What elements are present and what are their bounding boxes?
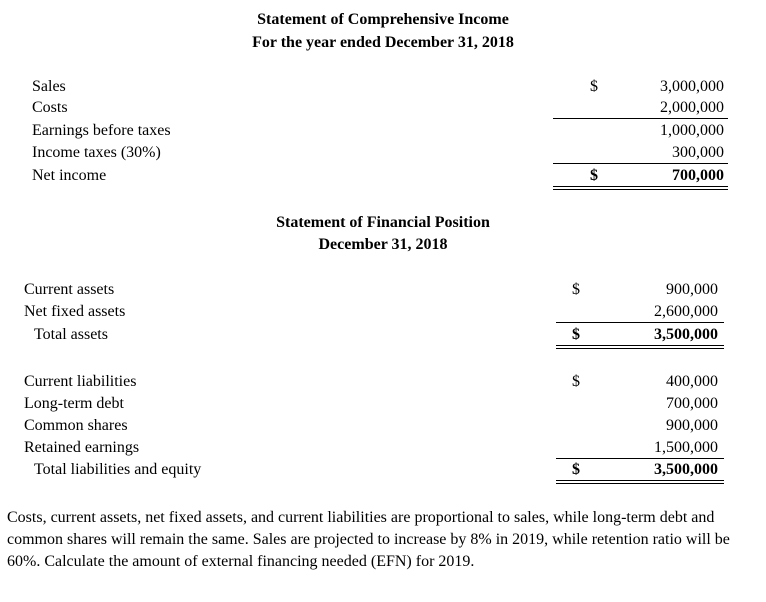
total-liabilities-equity-label: Total liabilities and equity <box>34 461 202 478</box>
total-assets-label: Total assets <box>34 326 108 343</box>
sales-value: 3,000,000 <box>660 78 724 95</box>
current-liabilities-currency: $ <box>572 373 580 390</box>
net-fixed-assets-label: Net fixed assets <box>24 303 126 320</box>
net-income-currency: $ <box>590 167 598 184</box>
total-liabilities-equity-double-underline <box>556 480 724 484</box>
sales-currency: $ <box>590 78 598 95</box>
retained-earnings-label: Retained earnings <box>24 439 140 456</box>
income-taxes-underline <box>553 163 728 164</box>
long-term-debt-value: 700,000 <box>666 395 718 412</box>
current-liabilities-label: Current liabilities <box>24 373 137 390</box>
net-income-label: Net income <box>32 167 107 184</box>
total-liabilities-equity-currency: $ <box>572 461 580 478</box>
question-text: Costs, current assets, net fixed assets, and current liabilities are proportional to sales, while long-term debt and common shares will remain the same. Sales are projected to increase by 8% in 2019, while retention ratio will be 60%. Calculate the amount of external financing needed (EFN) for 2019. <box>7 509 730 570</box>
net-income-value: 700,000 <box>672 167 724 184</box>
total-assets-currency: $ <box>572 326 580 343</box>
ebt-value: 1,000,000 <box>660 122 724 139</box>
net-fixed-assets-value: 2,600,000 <box>654 303 718 320</box>
income-statement-subtitle: For the year ended December 31, 2018 <box>252 34 514 51</box>
common-shares-label: Common shares <box>24 417 128 434</box>
common-shares-value: 900,000 <box>666 417 718 434</box>
current-assets-label: Current assets <box>24 281 115 298</box>
costs-value: 2,000,000 <box>660 99 724 116</box>
current-assets-value: 900,000 <box>666 281 718 298</box>
ebt-label: Earnings before taxes <box>32 122 171 139</box>
income-taxes-label: Income taxes (30%) <box>32 144 161 161</box>
costs-underline <box>553 118 728 119</box>
total-liabilities-equity-value: 3,500,000 <box>654 461 718 478</box>
financial-position-subtitle: December 31, 2018 <box>318 236 448 253</box>
income-statement-title: Statement of Comprehensive Income <box>257 11 509 28</box>
financial-position-title: Statement of Financial Position <box>276 214 490 231</box>
income-taxes-value: 300,000 <box>672 144 724 161</box>
net-fixed-assets-underline <box>556 322 724 323</box>
current-assets-currency: $ <box>572 281 580 298</box>
current-liabilities-value: 400,000 <box>666 373 718 390</box>
costs-label: Costs <box>32 99 68 116</box>
retained-earnings-underline <box>556 458 724 459</box>
total-assets-value: 3,500,000 <box>654 326 718 343</box>
long-term-debt-label: Long-term debt <box>24 395 124 412</box>
sales-label: Sales <box>32 78 66 95</box>
retained-earnings-value: 1,500,000 <box>654 439 718 456</box>
total-assets-double-underline <box>556 345 724 349</box>
net-income-double-underline <box>553 186 728 190</box>
